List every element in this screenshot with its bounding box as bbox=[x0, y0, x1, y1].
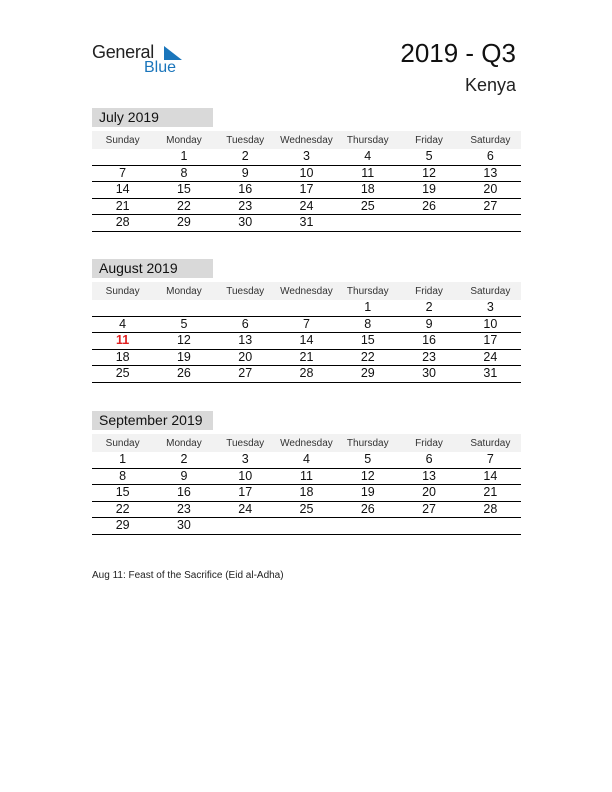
day-cell: 8 bbox=[337, 316, 398, 333]
day-cell: 26 bbox=[153, 366, 214, 383]
day-cell: 11 bbox=[92, 333, 153, 350]
day-cell: 7 bbox=[276, 316, 337, 333]
day-cell: 14 bbox=[460, 468, 521, 485]
weekday-header: Saturday bbox=[460, 282, 521, 300]
day-cell bbox=[276, 518, 337, 535]
day-cell: 11 bbox=[337, 165, 398, 182]
day-cell: 27 bbox=[460, 198, 521, 215]
weekday-header: Thursday bbox=[337, 131, 398, 149]
day-cell: 2 bbox=[153, 452, 214, 468]
day-cell: 7 bbox=[460, 452, 521, 468]
day-cell: 19 bbox=[398, 182, 459, 199]
day-cell: 22 bbox=[337, 349, 398, 366]
day-cell: 10 bbox=[460, 316, 521, 333]
day-cell: 23 bbox=[215, 198, 276, 215]
day-cell: 15 bbox=[92, 485, 153, 502]
day-cell: 8 bbox=[153, 165, 214, 182]
day-cell: 9 bbox=[398, 316, 459, 333]
day-cell: 25 bbox=[337, 198, 398, 215]
day-cell: 30 bbox=[153, 518, 214, 535]
weekday-header: Tuesday bbox=[215, 282, 276, 300]
day-cell: 24 bbox=[460, 349, 521, 366]
day-cell: 6 bbox=[215, 316, 276, 333]
day-cell: 26 bbox=[337, 501, 398, 518]
day-cell: 4 bbox=[92, 316, 153, 333]
logo-text-general: General bbox=[92, 42, 154, 62]
day-cell: 2 bbox=[398, 300, 459, 316]
week-row bbox=[92, 501, 521, 518]
day-cell: 25 bbox=[276, 501, 337, 518]
day-cell: 5 bbox=[153, 316, 214, 333]
day-cell bbox=[337, 518, 398, 535]
day-cell: 1 bbox=[337, 300, 398, 316]
day-cell: 30 bbox=[398, 366, 459, 383]
day-cell: 27 bbox=[215, 366, 276, 383]
weekday-header: Wednesday bbox=[276, 434, 337, 452]
weekday-header: Sunday bbox=[92, 282, 153, 300]
day-cell: 19 bbox=[337, 485, 398, 502]
day-cell: 24 bbox=[215, 501, 276, 518]
day-cell: 18 bbox=[276, 485, 337, 502]
day-cell: 23 bbox=[398, 349, 459, 366]
day-cell bbox=[153, 300, 214, 316]
day-cell: 5 bbox=[337, 452, 398, 468]
weekday-header: Monday bbox=[153, 282, 214, 300]
week-row bbox=[92, 485, 521, 502]
day-cell: 21 bbox=[276, 349, 337, 366]
day-cell bbox=[92, 300, 153, 316]
calendar-body bbox=[92, 149, 521, 231]
day-cell: 3 bbox=[460, 300, 521, 316]
week-row bbox=[92, 165, 521, 182]
day-cell: 29 bbox=[153, 215, 214, 232]
day-cell: 28 bbox=[276, 366, 337, 383]
day-cell: 10 bbox=[276, 165, 337, 182]
day-cell: 3 bbox=[276, 149, 337, 165]
day-cell: 20 bbox=[215, 349, 276, 366]
week-row bbox=[92, 349, 521, 366]
day-cell: 3 bbox=[215, 452, 276, 468]
day-cell: 12 bbox=[153, 333, 214, 350]
day-cell: 31 bbox=[276, 215, 337, 232]
weekday-header: Thursday bbox=[337, 434, 398, 452]
day-cell: 15 bbox=[337, 333, 398, 350]
month-label: July 2019 bbox=[92, 108, 213, 127]
day-cell bbox=[215, 300, 276, 316]
country-name: Kenya bbox=[464, 75, 516, 95]
day-cell: 6 bbox=[398, 452, 459, 468]
day-cell: 8 bbox=[92, 468, 153, 485]
day-cell: 17 bbox=[460, 333, 521, 350]
day-cell: 17 bbox=[276, 182, 337, 199]
logo bbox=[92, 40, 192, 80]
day-cell: 9 bbox=[215, 165, 276, 182]
day-cell: 29 bbox=[337, 366, 398, 383]
day-cell bbox=[460, 215, 521, 232]
page-title: 2019 - Q3 bbox=[400, 38, 516, 68]
day-cell bbox=[337, 215, 398, 232]
day-cell: 16 bbox=[215, 182, 276, 199]
weekday-header: Tuesday bbox=[215, 131, 276, 149]
week-row bbox=[92, 182, 521, 199]
calendar-body bbox=[92, 452, 521, 534]
day-cell bbox=[215, 518, 276, 535]
day-cell: 6 bbox=[460, 149, 521, 165]
day-cell: 4 bbox=[337, 149, 398, 165]
weekday-header-row bbox=[92, 282, 521, 300]
week-row bbox=[92, 300, 521, 316]
weekday-header: Sunday bbox=[92, 131, 153, 149]
day-cell: 21 bbox=[92, 198, 153, 215]
weekday-header: Thursday bbox=[337, 282, 398, 300]
day-cell: 12 bbox=[337, 468, 398, 485]
week-row bbox=[92, 149, 521, 165]
month-july bbox=[92, 108, 521, 232]
week-row bbox=[92, 468, 521, 485]
day-cell: 16 bbox=[398, 333, 459, 350]
day-cell: 13 bbox=[398, 468, 459, 485]
day-cell: 28 bbox=[460, 501, 521, 518]
weekday-header-row bbox=[92, 434, 521, 452]
weekday-header: Monday bbox=[153, 131, 214, 149]
day-cell: 30 bbox=[215, 215, 276, 232]
weekday-header: Friday bbox=[398, 282, 459, 300]
day-cell: 25 bbox=[92, 366, 153, 383]
day-cell: 18 bbox=[337, 182, 398, 199]
weekday-header: Wednesday bbox=[276, 282, 337, 300]
calendar-body bbox=[92, 300, 521, 382]
weekday-header: Wednesday bbox=[276, 131, 337, 149]
day-cell: 14 bbox=[276, 333, 337, 350]
week-row bbox=[92, 198, 521, 215]
week-row bbox=[92, 366, 521, 383]
day-cell: 31 bbox=[460, 366, 521, 383]
day-cell: 17 bbox=[215, 485, 276, 502]
holiday-note: Aug 11: Feast of the Sacrifice (Eid al-Adha) bbox=[92, 570, 284, 581]
day-cell bbox=[92, 149, 153, 165]
weekday-header: Monday bbox=[153, 434, 214, 452]
day-cell bbox=[398, 215, 459, 232]
week-row bbox=[92, 333, 521, 350]
day-cell: 15 bbox=[153, 182, 214, 199]
weekday-header: Friday bbox=[398, 434, 459, 452]
day-cell: 13 bbox=[215, 333, 276, 350]
day-cell: 13 bbox=[460, 165, 521, 182]
day-cell: 10 bbox=[215, 468, 276, 485]
day-cell: 22 bbox=[92, 501, 153, 518]
week-row bbox=[92, 316, 521, 333]
day-cell: 14 bbox=[92, 182, 153, 199]
calendar-table bbox=[92, 434, 521, 535]
day-cell: 19 bbox=[153, 349, 214, 366]
weekday-header: Sunday bbox=[92, 434, 153, 452]
month-august bbox=[92, 259, 521, 383]
day-cell bbox=[398, 518, 459, 535]
month-label: September 2019 bbox=[92, 411, 213, 430]
day-cell: 27 bbox=[398, 501, 459, 518]
day-cell: 28 bbox=[92, 215, 153, 232]
day-cell: 12 bbox=[398, 165, 459, 182]
day-cell: 16 bbox=[153, 485, 214, 502]
day-cell: 26 bbox=[398, 198, 459, 215]
day-cell: 2 bbox=[215, 149, 276, 165]
day-cell bbox=[460, 518, 521, 535]
day-cell bbox=[276, 300, 337, 316]
weekday-header: Tuesday bbox=[215, 434, 276, 452]
day-cell: 4 bbox=[276, 452, 337, 468]
day-cell: 22 bbox=[153, 198, 214, 215]
day-cell: 9 bbox=[153, 468, 214, 485]
week-row bbox=[92, 215, 521, 232]
day-cell: 29 bbox=[92, 518, 153, 535]
day-cell: 21 bbox=[460, 485, 521, 502]
weekday-header-row bbox=[92, 131, 521, 149]
day-cell: 20 bbox=[398, 485, 459, 502]
month-september bbox=[92, 411, 521, 535]
day-cell: 23 bbox=[153, 501, 214, 518]
day-cell: 24 bbox=[276, 198, 337, 215]
day-cell: 18 bbox=[92, 349, 153, 366]
day-cell: 11 bbox=[276, 468, 337, 485]
day-cell: 1 bbox=[92, 452, 153, 468]
calendar-table bbox=[92, 282, 521, 383]
weekday-header: Friday bbox=[398, 131, 459, 149]
week-row bbox=[92, 518, 521, 535]
week-row bbox=[92, 452, 521, 468]
month-label: August 2019 bbox=[92, 259, 213, 278]
weekday-header: Saturday bbox=[460, 434, 521, 452]
day-cell: 7 bbox=[92, 165, 153, 182]
day-cell: 5 bbox=[398, 149, 459, 165]
day-cell: 1 bbox=[153, 149, 214, 165]
day-cell: 20 bbox=[460, 182, 521, 199]
calendar-table bbox=[92, 131, 521, 232]
logo-text-blue: Blue bbox=[144, 59, 177, 76]
weekday-header: Saturday bbox=[460, 131, 521, 149]
